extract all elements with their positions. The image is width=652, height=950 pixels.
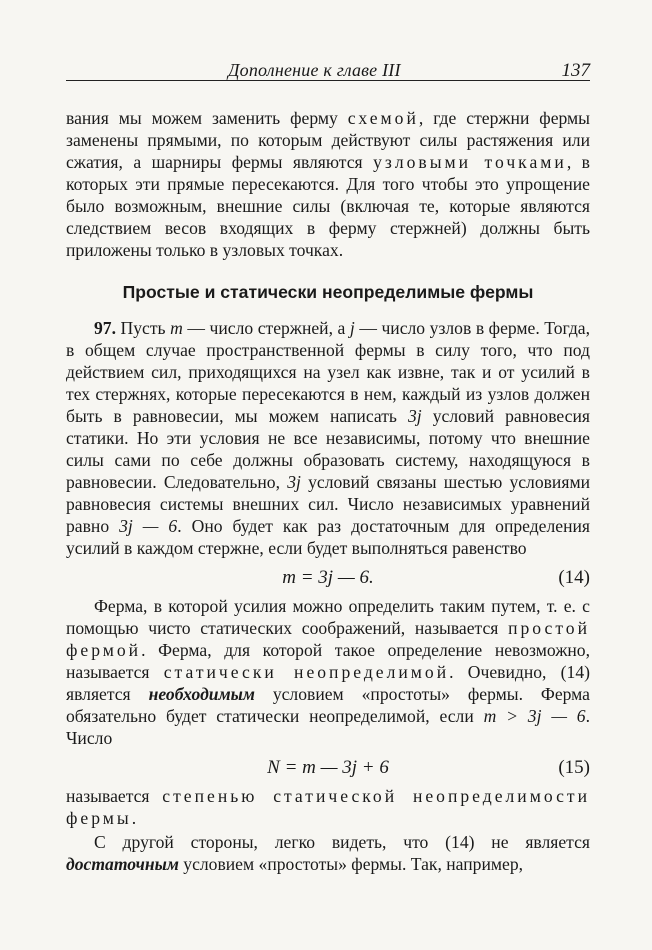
equation-15 <box>66 749 590 785</box>
equation-14 <box>66 559 590 595</box>
paragraph-sufficient: С другой стороны, легко видеть, что (14) не является достаточным условием «простоты» фермы. Так, например, <box>66 832 590 874</box>
running-header <box>66 52 590 81</box>
paragraph-intro: вания мы можем заменить ферму схемой, где стержни фермы заменены прямыми, по которым действуют силы растяжения или сжатия, а шарниры фермы являются узловыми точками, в которых эти прямые пересекаются. Для того чтобы это упрощение было возможным, внешние силы (включая те, которые являются следствием весов входящих в ферму стержней) должны быть приложены только в узловых точках. <box>66 108 590 260</box>
paragraph-degree: называется степенью статической неопределимости фермы. <box>66 786 590 828</box>
paragraph-97: 97. Пусть m — число стержней, а j — число узлов в ферме. Тогда, в общем случае пространственной фермы в силу того, что под действием сил, приходящихся на узел как извне, так и от усилий в тех стержнях, которые пересекаются в нем, каждый из узлов должен быть в равновесии, мы можем написать 3j условий равновесия статики. Но эти условия не все независимы, потому что внешние силы сами по себе должны образовать систему, находящуюся в равновесии. Следовательно, 3j условий связаны шестью условиями равновесия системы внешних сил. Число независимых уравнений равно 3j — 6. Оно будет как раз достаточным для определения усилий в каждом стержне, если будет выполняться равенство <box>66 318 591 558</box>
term-sufficient: достаточным <box>66 854 179 874</box>
page-number: 137 <box>561 60 590 81</box>
term-nodal-points: узловыми точками <box>373 152 567 172</box>
term-indeterminate: статически неопределимой <box>163 662 450 682</box>
section-number: 97. <box>94 318 116 338</box>
term-degree-indeterminacy: степенью статической неопределимости фермы <box>66 786 590 828</box>
chapter-title: Дополнение к главе III <box>228 60 401 80</box>
equation-15-formula: N = m — 3j + 6 <box>267 757 389 778</box>
term-necessary: необходимым <box>148 684 255 704</box>
paragraph-simple-truss: Ферма, в которой усилия можно определить таким путем, т. е. с помощью чисто статических соображений, называется простой фермой. Ферма, для которой такое определение невозможно, называется статически неопределимой. Очевидно, (14) является необходимым условием «простоты» фермы. Ферма обязательно будет статически неопределимой, если m > 3j — 6. Число <box>66 596 590 748</box>
equation-15-number: (15) <box>558 757 590 778</box>
equation-14-formula: m = 3j — 6. <box>282 567 374 588</box>
equation-14-number: (14) <box>558 567 590 588</box>
book-page <box>66 52 590 875</box>
section-heading: Простые и статически неопределимые фермы <box>122 282 534 302</box>
term-simple-truss: простой фермой <box>66 618 590 660</box>
term-scheme: схемой <box>347 108 419 128</box>
